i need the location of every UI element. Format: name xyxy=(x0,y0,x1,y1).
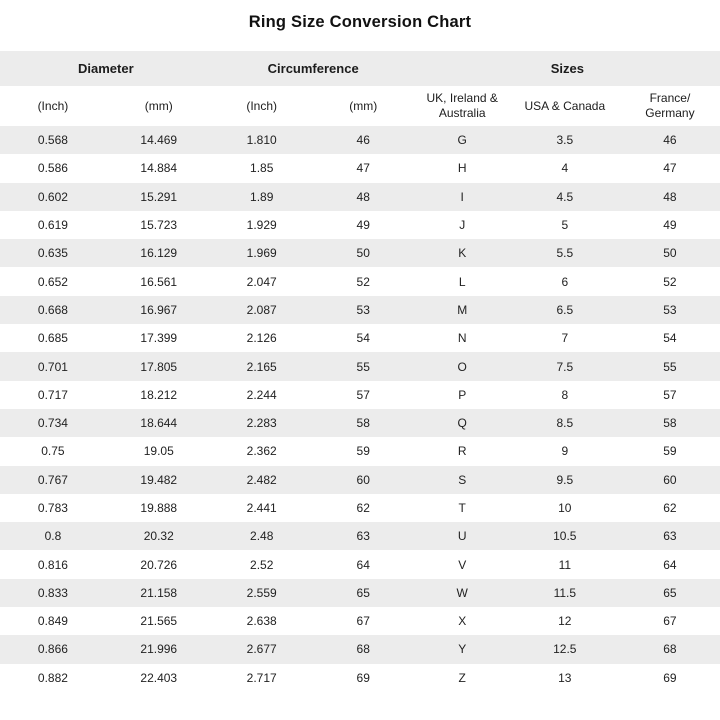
table-cell: 2.48 xyxy=(212,522,312,550)
table-cell: 13 xyxy=(510,664,620,692)
table-cell: 12 xyxy=(510,607,620,635)
table-cell: 0.783 xyxy=(0,494,106,522)
table-row xyxy=(0,550,720,578)
table-cell: 21.158 xyxy=(106,579,212,607)
table-cell: 48 xyxy=(620,183,720,211)
table-row xyxy=(0,211,720,239)
table-cell: 16.561 xyxy=(106,267,212,295)
table-row xyxy=(0,579,720,607)
table-cell: 67 xyxy=(312,607,415,635)
group-header-row xyxy=(0,51,720,86)
table-cell: 59 xyxy=(312,437,415,465)
table-cell: 21.996 xyxy=(106,635,212,663)
table-cell: 50 xyxy=(620,239,720,267)
table-cell: 0.767 xyxy=(0,466,106,494)
table-cell: 57 xyxy=(620,381,720,409)
table-cell: 0.586 xyxy=(0,154,106,182)
table-cell: 2.126 xyxy=(212,324,312,352)
table-cell: 2.482 xyxy=(212,466,312,494)
table-cell: 2.165 xyxy=(212,352,312,380)
table-row xyxy=(0,409,720,437)
table-cell: 2.244 xyxy=(212,381,312,409)
table-cell: I xyxy=(415,183,510,211)
table-cell: 12.5 xyxy=(510,635,620,663)
table-row xyxy=(0,324,720,352)
table-cell: 46 xyxy=(620,126,720,154)
table-cell: K xyxy=(415,239,510,267)
ring-size-conversion-table xyxy=(0,51,720,692)
table-cell: V xyxy=(415,550,510,578)
table-cell: 59 xyxy=(620,437,720,465)
table-cell: 48 xyxy=(312,183,415,211)
table-cell: 19.888 xyxy=(106,494,212,522)
table-row xyxy=(0,183,720,211)
table-row xyxy=(0,664,720,692)
table-cell: 1.929 xyxy=(212,211,312,239)
table-cell: 19.05 xyxy=(106,437,212,465)
table-cell: 14.469 xyxy=(106,126,212,154)
group-header-sizes: Sizes xyxy=(415,51,720,86)
table-cell: 63 xyxy=(620,522,720,550)
table-cell: 0.685 xyxy=(0,324,106,352)
column-header-row xyxy=(0,86,720,126)
table-cell: 49 xyxy=(620,211,720,239)
table-row xyxy=(0,126,720,154)
table-cell: 2.638 xyxy=(212,607,312,635)
table-cell: 64 xyxy=(620,550,720,578)
table-row xyxy=(0,239,720,267)
table-cell: 47 xyxy=(312,154,415,182)
table-cell: 0.568 xyxy=(0,126,106,154)
table-cell: 52 xyxy=(620,267,720,295)
column-header-usa-canada: USA & Canada xyxy=(510,86,620,126)
table-row xyxy=(0,296,720,324)
table-cell: 0.734 xyxy=(0,409,106,437)
table-cell: 20.726 xyxy=(106,550,212,578)
table-cell: U xyxy=(415,522,510,550)
table-cell: 0.619 xyxy=(0,211,106,239)
table-cell: 65 xyxy=(620,579,720,607)
table-cell: 62 xyxy=(620,494,720,522)
table-cell: P xyxy=(415,381,510,409)
table-cell: 2.677 xyxy=(212,635,312,663)
table-cell: 67 xyxy=(620,607,720,635)
table-cell: 60 xyxy=(312,466,415,494)
table-row xyxy=(0,494,720,522)
table-cell: 65 xyxy=(312,579,415,607)
table-cell: 2.559 xyxy=(212,579,312,607)
table-cell: Z xyxy=(415,664,510,692)
table-cell: R xyxy=(415,437,510,465)
table-cell: 1.969 xyxy=(212,239,312,267)
table-cell: 9 xyxy=(510,437,620,465)
column-header-france-germany: France/ Germany xyxy=(620,86,720,126)
table-cell: 69 xyxy=(312,664,415,692)
table-cell: M xyxy=(415,296,510,324)
table-cell: T xyxy=(415,494,510,522)
table-cell: O xyxy=(415,352,510,380)
table-cell: Q xyxy=(415,409,510,437)
table-cell: 10 xyxy=(510,494,620,522)
table-cell: 0.717 xyxy=(0,381,106,409)
page-title: Ring Size Conversion Chart xyxy=(248,13,472,31)
table-cell: 5.5 xyxy=(510,239,620,267)
table-cell: 0.849 xyxy=(0,607,106,635)
table-cell: 15.723 xyxy=(106,211,212,239)
table-cell: G xyxy=(415,126,510,154)
table-cell: 69 xyxy=(620,664,720,692)
table-cell: 0.668 xyxy=(0,296,106,324)
group-header-circumference: Circumference xyxy=(212,51,415,86)
table-row xyxy=(0,607,720,635)
table-cell: N xyxy=(415,324,510,352)
table-cell: 0.866 xyxy=(0,635,106,663)
table-cell: 2.52 xyxy=(212,550,312,578)
table-row xyxy=(0,381,720,409)
table-cell: 2.362 xyxy=(212,437,312,465)
table-cell: 7 xyxy=(510,324,620,352)
table-cell: S xyxy=(415,466,510,494)
table-row xyxy=(0,522,720,550)
table-cell: H xyxy=(415,154,510,182)
table-cell: 0.701 xyxy=(0,352,106,380)
table-row xyxy=(0,154,720,182)
table-row xyxy=(0,466,720,494)
table-cell: 2.283 xyxy=(212,409,312,437)
table-cell: 16.967 xyxy=(106,296,212,324)
table-cell: 2.717 xyxy=(212,664,312,692)
table-cell: 52 xyxy=(312,267,415,295)
table-cell: 0.882 xyxy=(0,664,106,692)
table-cell: 57 xyxy=(312,381,415,409)
table-cell: 8 xyxy=(510,381,620,409)
table-cell: 10.5 xyxy=(510,522,620,550)
column-header-circumference-mm: (mm) xyxy=(312,86,415,126)
table-body xyxy=(0,126,720,692)
table-cell: 22.403 xyxy=(106,664,212,692)
table-cell: 60 xyxy=(620,466,720,494)
table-cell: 11.5 xyxy=(510,579,620,607)
table-cell: W xyxy=(415,579,510,607)
table-cell: 19.482 xyxy=(106,466,212,494)
table-cell: 53 xyxy=(312,296,415,324)
group-header-diameter: Diameter xyxy=(0,51,212,86)
table-cell: 21.565 xyxy=(106,607,212,635)
table-row xyxy=(0,267,720,295)
table-cell: 58 xyxy=(620,409,720,437)
table-cell: 3.5 xyxy=(510,126,620,154)
table-cell: 11 xyxy=(510,550,620,578)
table-cell: 68 xyxy=(620,635,720,663)
table-cell: Y xyxy=(415,635,510,663)
table-cell: 55 xyxy=(620,352,720,380)
table-cell: J xyxy=(415,211,510,239)
table-cell: 63 xyxy=(312,522,415,550)
table-cell: 0.635 xyxy=(0,239,106,267)
table-cell: 4 xyxy=(510,154,620,182)
table-cell: 17.399 xyxy=(106,324,212,352)
table-cell: 49 xyxy=(312,211,415,239)
table-cell: 0.833 xyxy=(0,579,106,607)
table-cell: 2.087 xyxy=(212,296,312,324)
table-cell: 5 xyxy=(510,211,620,239)
table-cell: L xyxy=(415,267,510,295)
table-row xyxy=(0,352,720,380)
table-row xyxy=(0,635,720,663)
column-header-uk-ireland-australia: UK, Ireland & Australia xyxy=(415,86,510,126)
table-cell: 50 xyxy=(312,239,415,267)
table-cell: 54 xyxy=(312,324,415,352)
table-cell: 54 xyxy=(620,324,720,352)
table-cell: 1.810 xyxy=(212,126,312,154)
table-cell: 0.652 xyxy=(0,267,106,295)
column-header-diameter-inch: (Inch) xyxy=(0,86,106,126)
table-cell: 47 xyxy=(620,154,720,182)
table-cell: 7.5 xyxy=(510,352,620,380)
column-header-diameter-mm: (mm) xyxy=(106,86,212,126)
table-cell: 1.85 xyxy=(212,154,312,182)
table-cell: 6 xyxy=(510,267,620,295)
table-cell: 6.5 xyxy=(510,296,620,324)
table-cell: 0.816 xyxy=(0,550,106,578)
table-cell: 62 xyxy=(312,494,415,522)
table-cell: 9.5 xyxy=(510,466,620,494)
table-cell: 18.212 xyxy=(106,381,212,409)
table-cell: 46 xyxy=(312,126,415,154)
table-row xyxy=(0,437,720,465)
table-cell: 20.32 xyxy=(106,522,212,550)
table-cell: 8.5 xyxy=(510,409,620,437)
table-cell: 1.89 xyxy=(212,183,312,211)
table-cell: 64 xyxy=(312,550,415,578)
table-cell: 2.441 xyxy=(212,494,312,522)
table-cell: 15.291 xyxy=(106,183,212,211)
table-cell: 14.884 xyxy=(106,154,212,182)
table-cell: 55 xyxy=(312,352,415,380)
table-cell: 2.047 xyxy=(212,267,312,295)
table-cell: 68 xyxy=(312,635,415,663)
table-cell: 4.5 xyxy=(510,183,620,211)
table-cell: X xyxy=(415,607,510,635)
table-cell: 58 xyxy=(312,409,415,437)
table-cell: 18.644 xyxy=(106,409,212,437)
table-cell: 0.8 xyxy=(0,522,106,550)
table-cell: 16.129 xyxy=(106,239,212,267)
table-cell: 0.602 xyxy=(0,183,106,211)
table-cell: 17.805 xyxy=(106,352,212,380)
column-header-circumference-inch: (Inch) xyxy=(212,86,312,126)
table-cell: 0.75 xyxy=(0,437,106,465)
table-cell: 53 xyxy=(620,296,720,324)
